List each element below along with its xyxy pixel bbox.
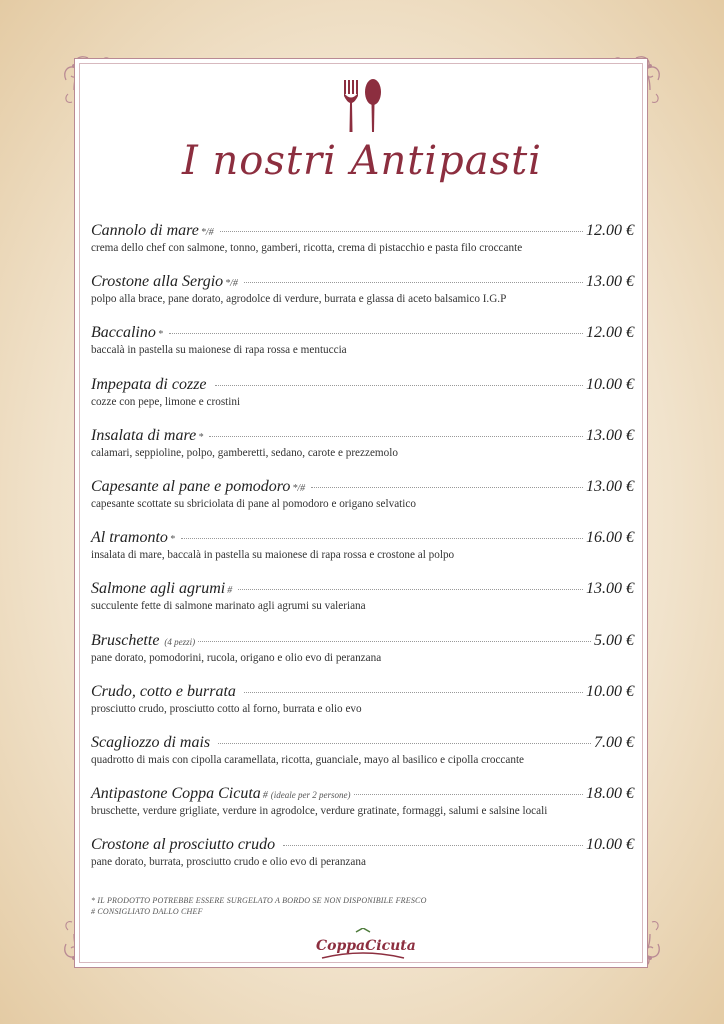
item-price: 13.00 €: [586, 273, 634, 291]
item-name: Insalata di mare: [91, 426, 197, 444]
item-description: bruschette, verdure grigliate, verdure in agrodolce, verdure gratinate, formaggi, salumi e salsine locali: [91, 805, 548, 818]
item-description: baccalà in pastella su maionese di rapa rossa e mentuccia: [91, 344, 347, 357]
item-name: Crudo, cotto e burrata: [91, 682, 236, 700]
menu-item: [91, 529, 634, 580]
logo: CoppaCicuta: [316, 938, 416, 954]
item-price: 16.00 €: [586, 529, 634, 547]
item-price: 13.00 €: [586, 426, 634, 444]
item-description: pane dorato, burrata, prosciutto crudo e olio evo di peranzana: [91, 856, 366, 869]
item-name: Cannolo di mare: [91, 222, 199, 239]
dot-leader: [354, 794, 583, 795]
item-mark: #: [227, 585, 233, 597]
item-description: calamari, seppioline, polpo, gamberetti, sedano, carote e prezzemolo: [91, 446, 398, 459]
fork-spoon-icon: [333, 76, 389, 134]
dot-leader: [283, 845, 583, 846]
item-description: pane dorato, pomodorini, rucola, origano e olio evo di peranzana: [91, 651, 382, 664]
item-mark: *: [169, 534, 175, 546]
menu-item: [91, 222, 634, 273]
dot-leader: [209, 436, 583, 437]
item-description: succulente fette di salmone marinato agli agrumi su valeriana: [91, 600, 366, 613]
dot-leader: [198, 641, 591, 642]
item-name: Crostone alla Sergio: [91, 273, 224, 291]
item-note: (ideale per 2 persone): [270, 790, 351, 801]
item-price: 13.00 €: [586, 580, 634, 598]
item-name: Scagliozzo di mais: [91, 733, 211, 751]
menu-item: [91, 376, 634, 427]
menu-item: [91, 580, 634, 631]
item-name: Salmone agli agrumi: [91, 580, 226, 598]
item-description: insalata di mare, baccalà in pastella su maionese di rapa rossa e crostone al polpo: [91, 549, 455, 562]
item-price: 10.00 €: [586, 375, 634, 393]
item-description: capesante scottate su sbriciolata di pane al pomodoro e origano selvatico: [91, 497, 416, 510]
item-name: Impepata di cozze: [91, 375, 207, 393]
menu-item: [91, 273, 634, 324]
item-note: (4 pezzi): [164, 636, 196, 647]
menu-item: [91, 427, 634, 478]
item-mark: *: [157, 329, 163, 341]
item-mark: *: [198, 431, 204, 443]
dot-leader: [244, 692, 583, 693]
dot-leader: [238, 589, 583, 590]
item-name: Bruschette: [91, 631, 160, 649]
item-price: 5.00 €: [594, 631, 634, 649]
dot-leader: [169, 333, 583, 334]
menu-item: [91, 683, 634, 734]
page-title: I nostri Antipasti: [182, 138, 542, 184]
item-price: 12.00 €: [586, 222, 634, 239]
item-name: Capesante al pane e pomodoro: [91, 477, 291, 495]
dot-leader: [218, 743, 591, 744]
item-price: 7.00 €: [594, 733, 634, 751]
menu-item: [91, 785, 634, 836]
menu-item: [91, 734, 634, 785]
item-description: crema dello chef con salmone, tonno, gamberi, ricotta, crema di pistacchio e pasta filo croccante: [91, 242, 523, 254]
item-name: Al tramonto: [91, 529, 168, 547]
footnotes: [91, 895, 427, 917]
menu-item: [91, 324, 634, 375]
item-description: prosciutto crudo, prosciutto cotto al forno, burrata e olio evo: [91, 702, 362, 715]
menu-item: [91, 632, 634, 683]
item-price: 12.00 €: [586, 324, 634, 342]
item-mark: #: [262, 790, 268, 802]
dot-leader: [244, 282, 583, 283]
item-price: 10.00 €: [586, 836, 634, 854]
dot-leader: [181, 538, 583, 539]
menu-list: [91, 222, 634, 887]
item-description: cozze con pepe, limone e crostini: [91, 395, 241, 408]
item-description: quadrotto di mais con cipolla caramellata, ricotta, guanciale, mayo al basilico e cipolla croccante: [91, 753, 525, 766]
dot-leader: [220, 231, 583, 232]
menu-item: [91, 836, 634, 887]
item-mark: */#: [225, 278, 238, 290]
menu-item: [91, 478, 634, 529]
item-mark: */#: [200, 227, 214, 238]
footnote-frozen: * IL PRODOTTO POTREBBE ESSERE SURGELATO A BORDO SE NON DISPONIBILE FRESCO: [91, 896, 427, 905]
item-name: Antipastone Coppa Cicuta: [91, 785, 261, 803]
item-name: Crostone al prosciutto crudo: [91, 836, 276, 854]
item-price: 13.00 €: [586, 477, 634, 495]
item-price: 10.00 €: [586, 682, 634, 700]
footnote-chef: # CONSIGLIATO DALLO CHEF: [91, 907, 203, 916]
item-name: Baccalino: [91, 324, 156, 342]
item-mark: */#: [292, 482, 306, 494]
dot-leader: [215, 385, 583, 386]
item-price: 18.00 €: [586, 785, 634, 803]
dot-leader: [311, 487, 583, 488]
item-description: polpo alla brace, pane dorato, agrodolce di verdure, burrata e glassa di aceto balsamico I.G.P: [91, 293, 507, 306]
